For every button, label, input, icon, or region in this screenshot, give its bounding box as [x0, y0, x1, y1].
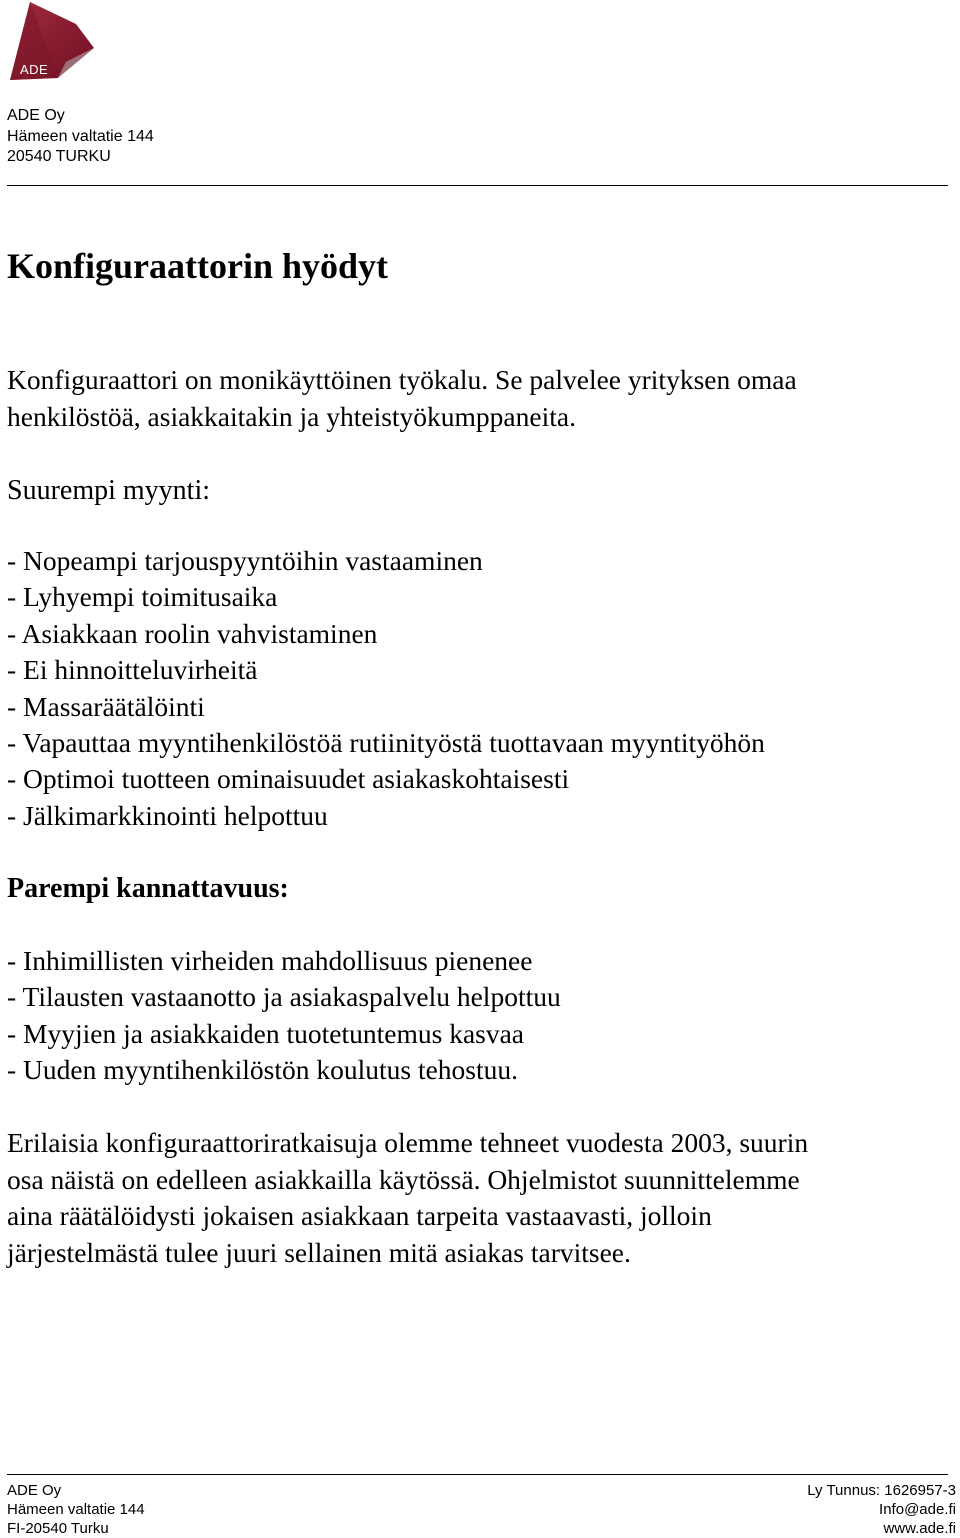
list-item: - Jälkimarkkinointi helpottuu: [7, 799, 328, 831]
closing-line: Erilaisia konfiguraattoriratkaisuja olemme tehneet vuodesta 2003, suurin: [7, 1127, 809, 1158]
logo-text: ADE: [20, 62, 49, 77]
section-heading-profitability: Parempi kannattavuus:: [7, 873, 289, 904]
list-item: - Optimoi tuotteen ominaisuudet asiakaskohtaisesti: [7, 763, 570, 795]
profitability-benefits-list: [7, 943, 561, 1089]
header-address: [7, 106, 154, 168]
intro-line: Konfiguraattori on monikäyttöinen työkalu. Se palvelee yrityksen omaa: [7, 364, 797, 395]
list-item: - Myyjien ja asiakkaiden tuotetuntemus kasvaa: [7, 1017, 525, 1049]
header-street: Hämeen valtatie 144: [7, 127, 154, 145]
closing-line: aina räätälöidysti jokaisen asiakkaan tarpeita vastaavasti, jolloin: [7, 1200, 712, 1231]
closing-line: järjestelmästä tulee juuri sellainen mitä asiakas tarvitsee.: [7, 1236, 631, 1268]
company-logo: [6, 0, 96, 84]
footer-company: ADE Oy: [7, 1482, 62, 1499]
intro-paragraph: [7, 362, 797, 435]
footer-email[interactable]: Info@ade.fi: [879, 1501, 956, 1518]
list-item: - Tilausten vastaanotto ja asiakaspalvelu helpottuu: [7, 981, 561, 1013]
header-divider: [7, 185, 948, 186]
list-item: - Nopeampi tarjouspyyntöihin vastaaminen: [7, 545, 483, 576]
sales-benefits-list: [7, 543, 765, 834]
footer-business-id: Ly Tunnus: 1626957-3: [807, 1482, 956, 1499]
intro-line: henkilöstöä, asiakkaitakin ja yhteistyökumppaneita.: [7, 400, 576, 432]
list-item: - Lyhyempi toimitusaika: [7, 581, 278, 613]
footer-street: Hämeen valtatie 144: [7, 1501, 145, 1518]
page-title: Konfiguraattorin hyödyt: [7, 246, 389, 286]
footer-city: FI-20540 Turku: [7, 1520, 109, 1537]
footer-website[interactable]: www.ade.fi: [883, 1520, 956, 1537]
closing-line: osa näistä on edelleen asiakkailla käytössä. Ohjelmistot suunnittelemme: [7, 1163, 800, 1195]
list-item: - Asiakkaan roolin vahvistaminen: [7, 617, 378, 649]
closing-paragraph: [7, 1125, 808, 1271]
list-item: - Ei hinnoitteluvirheitä: [7, 654, 258, 686]
footer-divider: [7, 1474, 948, 1475]
list-item: - Uuden myyntihenkilöstön koulutus tehostuu.: [7, 1054, 519, 1086]
footer-address: [7, 1481, 145, 1538]
section-heading-sales: Suurempi myynti:: [7, 475, 210, 506]
footer-contact: [807, 1481, 956, 1538]
header-company: ADE Oy: [7, 107, 65, 124]
list-item: - Vapauttaa myyntihenkilöstöä rutiinityöstä tuottavaan myyntityöhön: [7, 727, 765, 759]
list-item: - Inhimillisten virheiden mahdollisuus pienenee: [7, 945, 533, 976]
list-item: - Massaräätälöinti: [7, 690, 205, 722]
header-city: 20540 TURKU: [7, 148, 111, 165]
